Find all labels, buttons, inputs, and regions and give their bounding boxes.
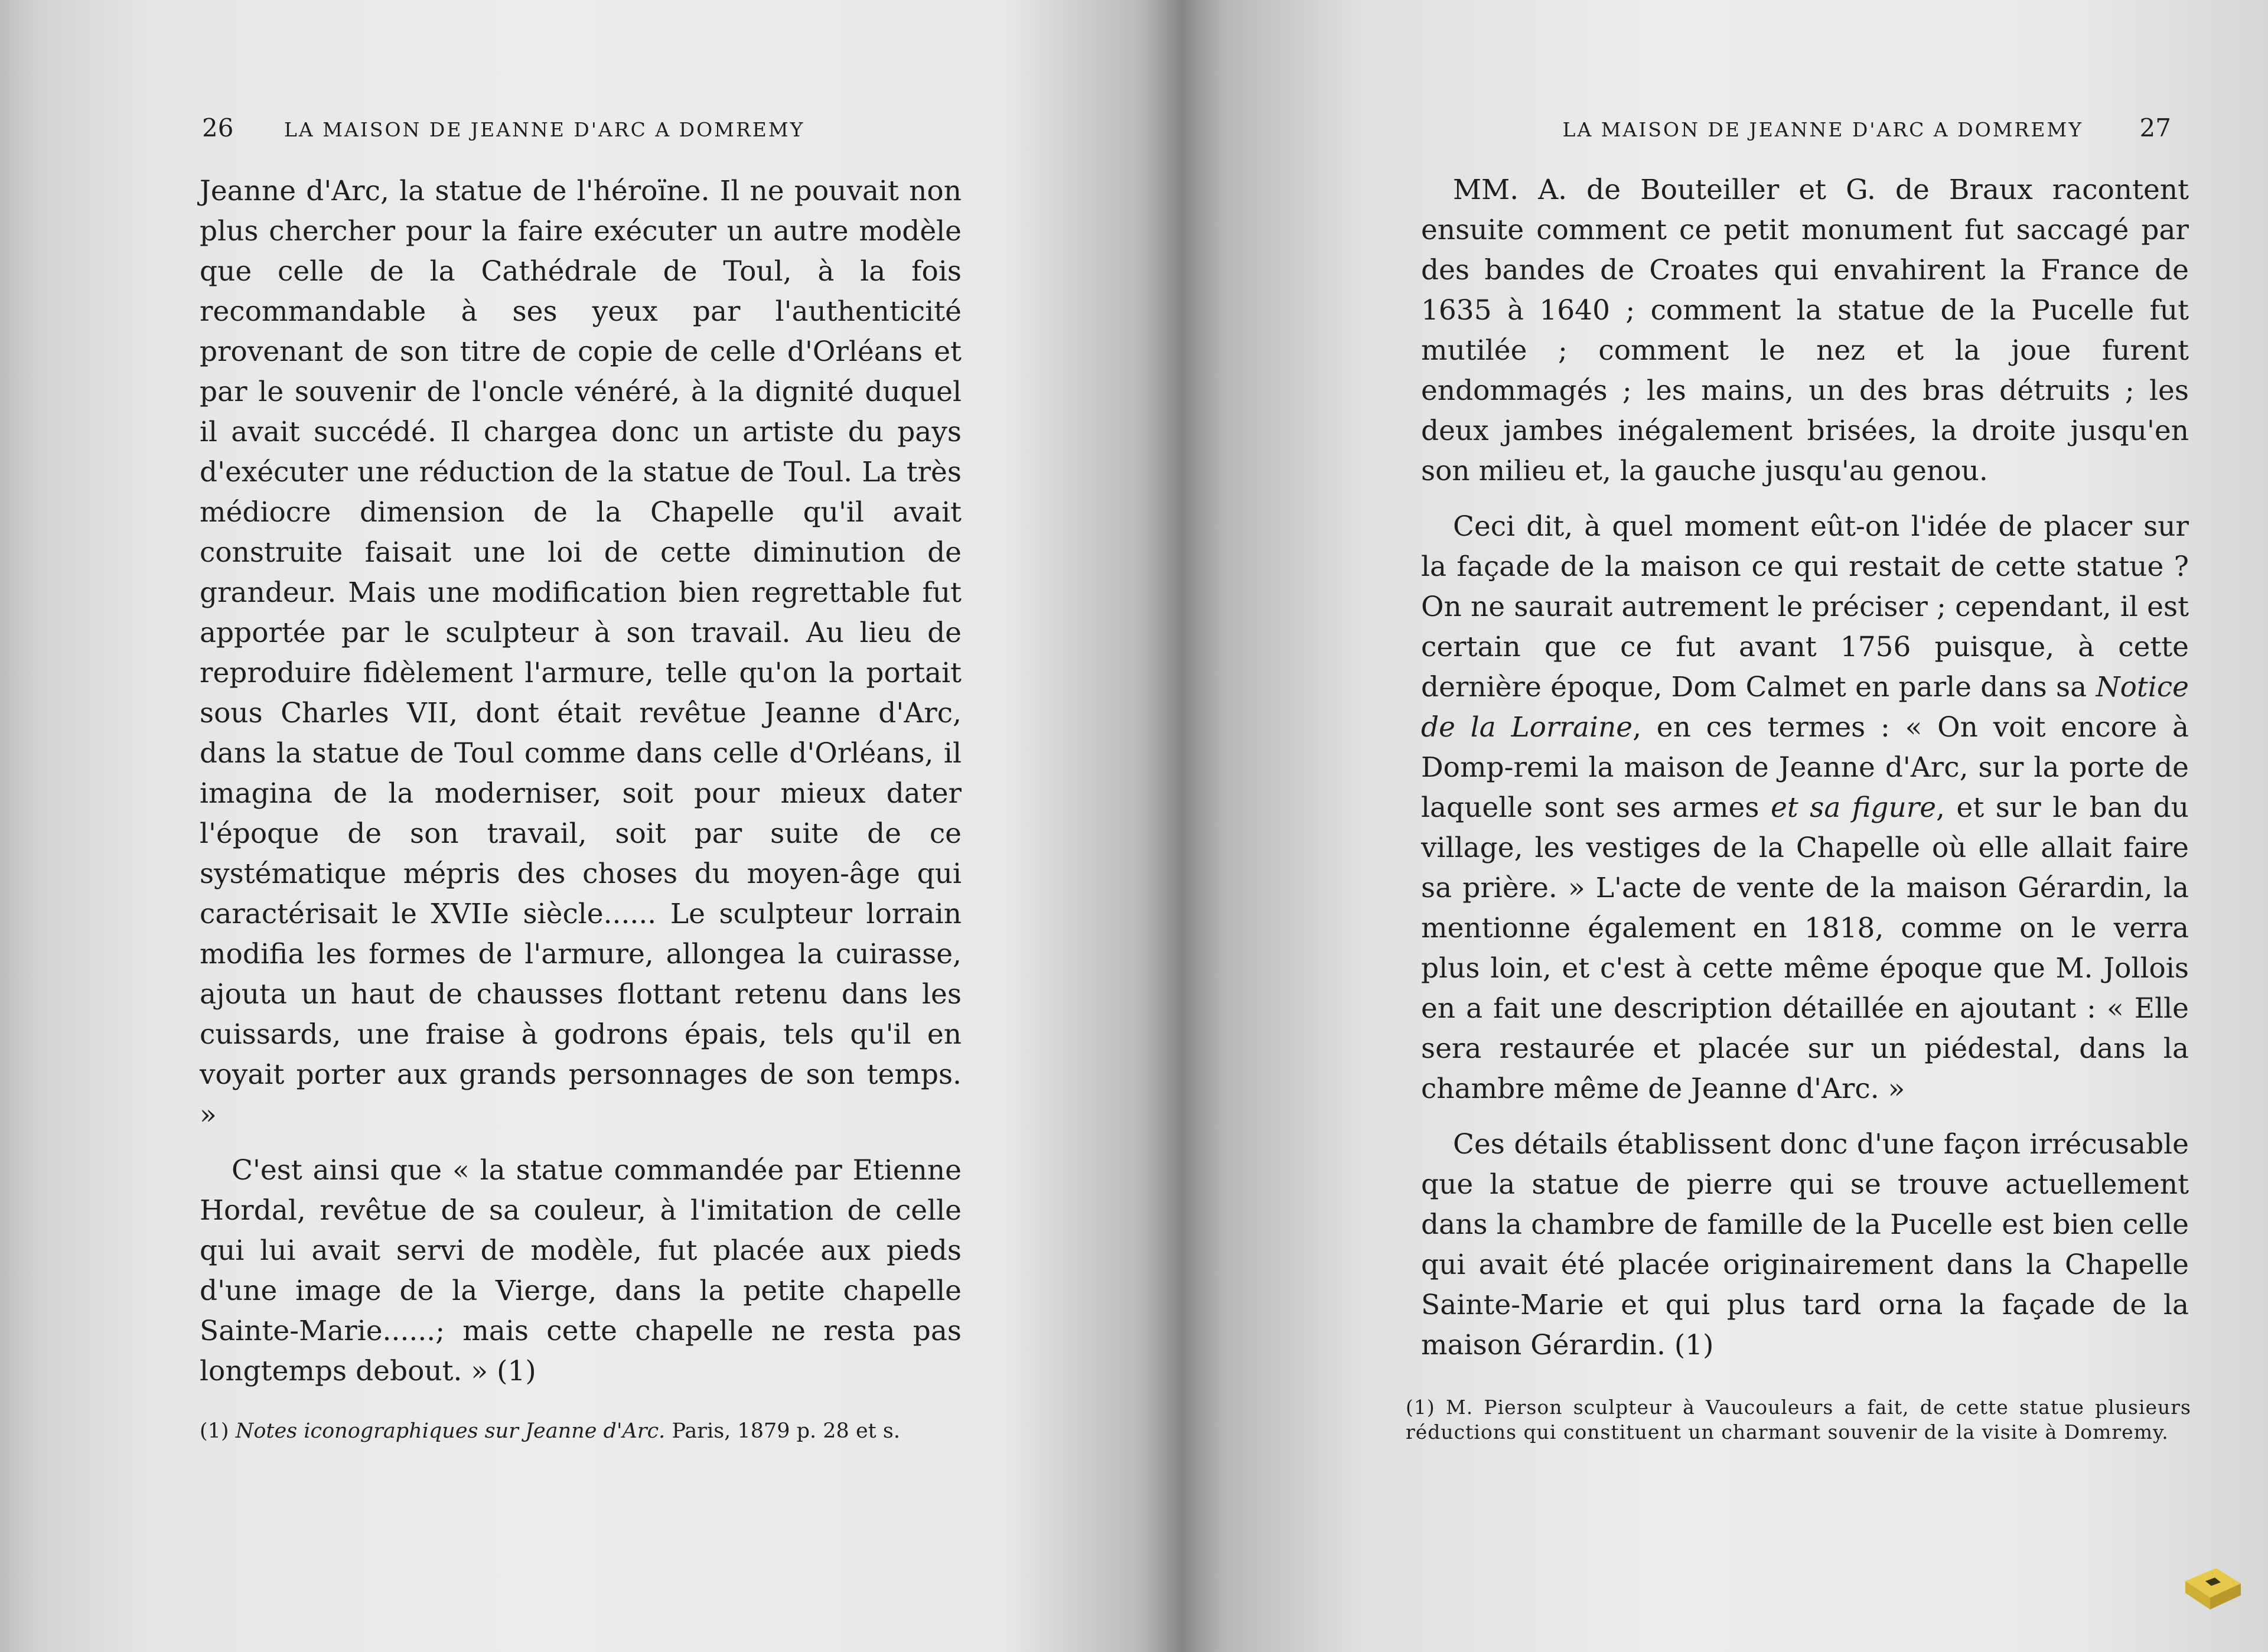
right-paragraph-3: Ces détails établissent donc d'une façon irrécusable que la statue de pierre qui se trouve actuellement dans la chambre de famille de la Pucelle est bien celle qui avait été placée originairement dans la Chapelle Sainte-Marie et qui plus tard orna la façade de la maison Gérardin. (1): [1421, 1128, 2189, 1361]
right-p2-book-title: Notice de la Lorraine: [1421, 671, 2189, 744]
left-footnote: [200, 1418, 962, 1445]
left-footnote-rest: Paris, 1879 p. 28 et s.: [672, 1419, 900, 1443]
right-running-title: LA MAISON DE JEANNE D'ARC A DOMREMY: [1562, 118, 2084, 141]
left-paragraph-2: C'est ainsi que « la statue commandée par Etienne Hordal, revêtue de sa couleur, à l'imitation de celle qui lui avait servi de modèle, fut placée aux pieds d'une image de la Vierge, dans la petite chapelle Sainte-Marie......; mais cette chapelle ne resta pas longtemps debout. » (1): [200, 1154, 962, 1387]
right-page: [1205, 0, 2268, 1652]
left-running-title: LA MAISON DE JEANNE D'ARC A DOMREMY: [284, 118, 805, 141]
right-paragraph-1: MM. A. de Bouteiller et G. de Braux racontent ensuite comment ce petit monument fut saccagé par des bandes de Croates qui envahirent la France de 1635 à 1640 ; comment la statue de la Pucelle fut mutilée ; comment le nez et la joue furent endommagés ; les mains, un des bras détruits ; les deux jambes inégalement brisées, la droite jusqu'en son milieu et, la gauche jusqu'au genou.: [1421, 174, 2189, 487]
right-page-number: 27: [2139, 113, 2171, 142]
right-p2-rest: , et sur le ban du village, les vestiges de la Chapelle où elle allait faire sa prière. » L'acte de vente de la maison Gérardin, la mentionne également en 1818, comme on le verra plus loin, et c'est à cette même époque que M. Jollois en a fait une description détaillée en ajoutant : « Elle sera restaurée et placée sur un piédestal, dans la chambre même de Jeanne d'Arc. »: [1421, 791, 2189, 1105]
right-p2-after-title: , en ces termes : « On voit encore à Domp-remi la maison de Jeanne d'Arc, sur la porte de laquelle sont ses armes: [1421, 711, 2189, 824]
left-footnote-marker: (1): [200, 1419, 229, 1443]
left-running-head: [202, 113, 863, 142]
right-body-text: [1421, 170, 2189, 1366]
yellow-square-sticker-icon: [2179, 1563, 2244, 1617]
right-p2-before-title: Ceci dit, à quel moment eût-on l'idée de placer sur la façade de la maison ce qui restait de cette statue ? On ne saurait autrement le préciser ; cependant, il est certain que ce fut avant 1756 puisque, à cette dernière époque, Dom Calmet en parle dans sa: [1421, 510, 2189, 703]
right-running-head: [1498, 113, 2171, 142]
right-p2-italic-phrase: et sa figure: [1771, 791, 1937, 824]
left-paragraph-1: Jeanne d'Arc, la statue de l'héroïne. Il ne pouvait non plus chercher pour la faire exécuter un autre modèle que celle de la Cathédrale de Toul, à la fois recommandable à ses yeux par l'authenticité provenant de son titre de copie de celle d'Orléans et par le souvenir de l'oncle vénéré, à la dignité duquel il avait succédé. Il chargea donc un artiste du pays d'exécuter une réduction de la statue de Toul. La très médiocre dimension de la Chapelle qu'il avait construite faisait une loi de cette diminution de grandeur. Mais une modification bien regrettable fut apportée par le sculpteur à son travail. Au lieu de reproduire fidèlement l'armure, telle qu'on la portait sous Charles VII, dont était revêtue Jeanne d'Arc, dans la statue de Toul comme dans celle d'Orléans, il imagina de la moderniser, soit pour mieux dater l'époque de son travail, soit par suite de ce systématique mépris des choses du moyen-âge qui caractérisait le XVIIe siècle...... Le sculpteur lorrain modifia les formes de l'armure, allongea la cuirasse, ajouta un haut de chausses flottant retenu dans les cuissards, une fraise à godrons épais, tels qu'il en voyait porter aux grands personnages de son temps. »: [200, 175, 962, 1131]
left-footnote-title: Notes iconographiques sur Jeanne d'Arc.: [235, 1419, 666, 1443]
right-paragraph-2: [1421, 507, 2189, 1109]
left-page-number: 26: [202, 113, 234, 142]
right-footnote: (1) M. Pierson sculpteur à Vaucouleurs a fait, de cette statue plusieurs réductions qui constituent un charmant souvenir de la visite à Domremy.: [1406, 1396, 2191, 1444]
left-body-text: [200, 171, 962, 1392]
